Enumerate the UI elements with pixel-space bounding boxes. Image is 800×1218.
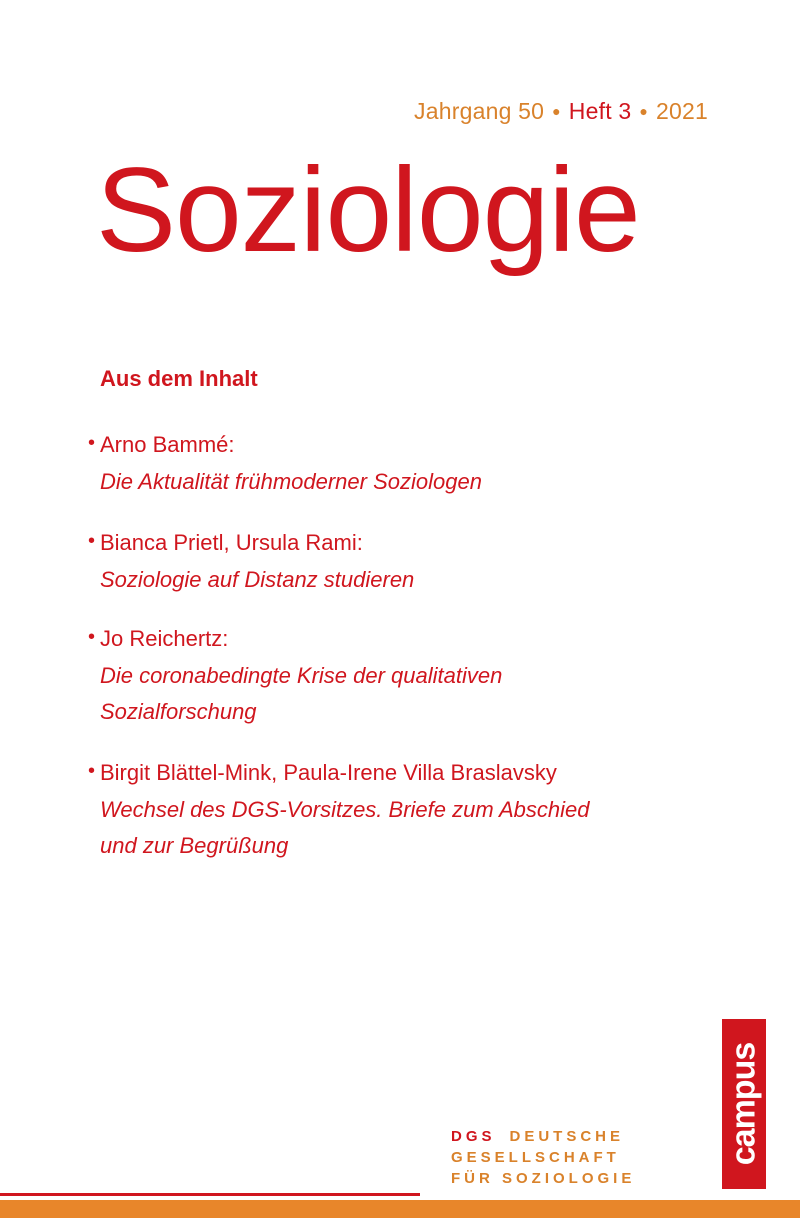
- article-title: Soziologie auf Distanz studieren: [100, 567, 415, 592]
- campus-logo: [722, 1019, 766, 1189]
- journal-title: Soziologie: [96, 143, 640, 277]
- article-author: Arno Bammé:: [100, 432, 235, 457]
- article-author: Bianca Prietl, Ursula Rami:: [100, 530, 363, 555]
- society-abbr: DGS: [451, 1128, 496, 1145]
- article-title-line: Die coronabedingte Krise der qualitativen: [100, 663, 503, 688]
- bottom-orange-band: [0, 1200, 800, 1218]
- article-list: [88, 430, 708, 894]
- society-logo: [451, 1126, 635, 1189]
- article-item: [88, 430, 708, 500]
- contents-heading: Aus dem Inhalt: [100, 366, 258, 391]
- article-title: Die Aktualität frühmoderner Soziologen: [100, 469, 482, 494]
- issue-info: [414, 98, 708, 125]
- article-item: [88, 758, 708, 864]
- campus-logo-text: campus: [724, 1042, 763, 1166]
- issue-number: Heft 3: [568, 98, 632, 124]
- volume-label: Jahrgang 50: [414, 98, 545, 124]
- society-name-line3: FÜR SOZIOLOGIE: [451, 1170, 636, 1187]
- article-author: Birgit Blättel-Mink, Paula-Irene Villa Braslavsky: [100, 760, 557, 785]
- society-name-line1: DEUTSCHE: [509, 1128, 625, 1145]
- bullet-icon: •: [88, 530, 96, 552]
- article-author: Jo Reichertz:: [100, 626, 229, 651]
- bullet-icon: •: [88, 626, 96, 648]
- society-name-line2: GESELLSCHAFT: [451, 1149, 620, 1166]
- article-title-line: Sozialforschung: [100, 699, 257, 724]
- article-title-line: Wechsel des DGS-Vorsitzes. Briefe zum Abschied: [100, 797, 590, 822]
- separator-dot-icon: ●: [639, 103, 649, 119]
- bullet-icon: •: [88, 760, 96, 782]
- article-item: [88, 528, 708, 598]
- article-title-line: und zur Begrüßung: [100, 833, 289, 858]
- bottom-red-stripe: [0, 1193, 420, 1196]
- article-item: [88, 624, 708, 730]
- separator-dot-icon: ●: [552, 103, 561, 119]
- issue-year: 2021: [656, 98, 708, 124]
- bullet-icon: •: [88, 432, 96, 454]
